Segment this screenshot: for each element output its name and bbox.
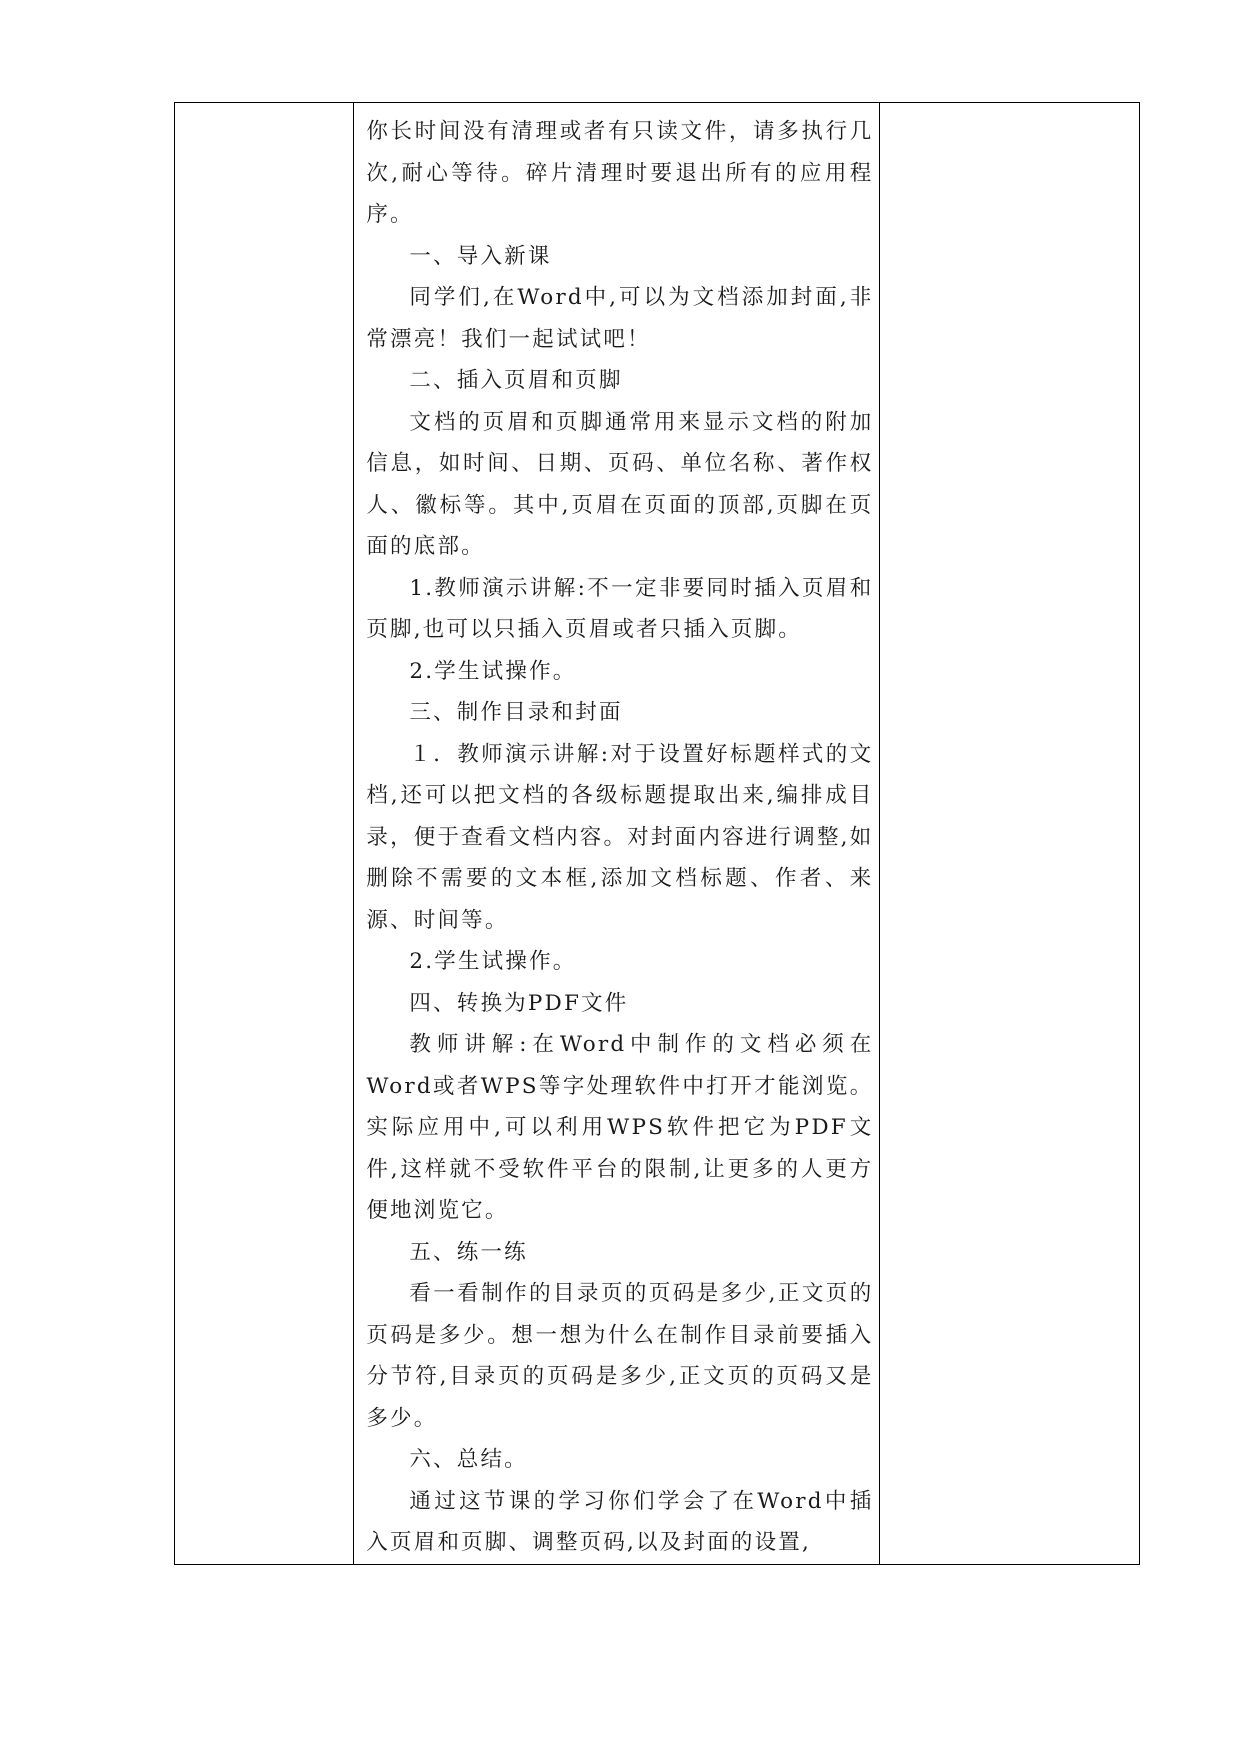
paragraph: 看一看制作的目录页的页码是多少,正文页的页码是多少。想一想为什么在制作目录前要插入分节符,目录页的页码是多少,正文页的页码又是多少。 [366, 1281, 874, 1431]
lesson-plan-table [174, 102, 1140, 1565]
section-heading: 一、导入新课 [409, 243, 552, 269]
section-heading: 五、练一练 [409, 1239, 528, 1265]
section-heading: 三、制作目录和封面 [409, 700, 623, 725]
paragraph: 你长时间没有清理或者有只读文件，请多执行几次,耐心等待。碎片清理时要退出所有的应用程序。 [366, 119, 874, 227]
table-row [175, 103, 1140, 1565]
paragraph: 同学们,在Word中,可以为文档添加封面,非常漂亮！我们一起试试吧！ [366, 285, 874, 352]
section-heading: 二、插入页眉和页脚 [409, 368, 623, 393]
paragraph: 2.学生试操作。 [409, 658, 577, 684]
left-cell [175, 103, 354, 1565]
paragraph: 1.教师演示讲解:不一定非要同时插入页眉和页脚,也可以只插入页眉或者只插入页脚。 [366, 575, 874, 642]
paragraph: 教师讲解:在Word中制作的文档必须在Word或者WPS等字处理软件中打开才能浏览。实际应用中,可以利用WPS软件把它为PDF文件,这样就不受软件平台的限制,让更多的人更方便地浏览它。 [366, 1032, 874, 1223]
right-cell [880, 103, 1140, 1565]
paragraph: 通过这节课的学习你们学会了在Word中插入页眉和页脚、调整页码,以及封面的设置, [366, 1488, 874, 1555]
lesson-content [354, 103, 879, 1564]
paragraph: 2.学生试操作。 [409, 949, 577, 974]
paragraph: 文档的页眉和页脚通常用来显示文档的附加信息，如时间、日期、页码、单位名称、著作权人、徽标等。其中,页眉在页面的顶部,页脚在页面的底部。 [366, 409, 874, 559]
paragraph: １．教师演示讲解:对于设置好标题样式的文档,还可以把文档的各级标题提取出来,编排成目录，便于查看文档内容。对封面内容进行调整,如删除不需要的文本框,添加文档标题、作者、来源、时间等。 [366, 741, 874, 933]
section-heading: 六、总结。 [409, 1447, 528, 1472]
content-cell [354, 103, 880, 1565]
section-heading: 四、转换为PDF文件 [409, 990, 629, 1016]
